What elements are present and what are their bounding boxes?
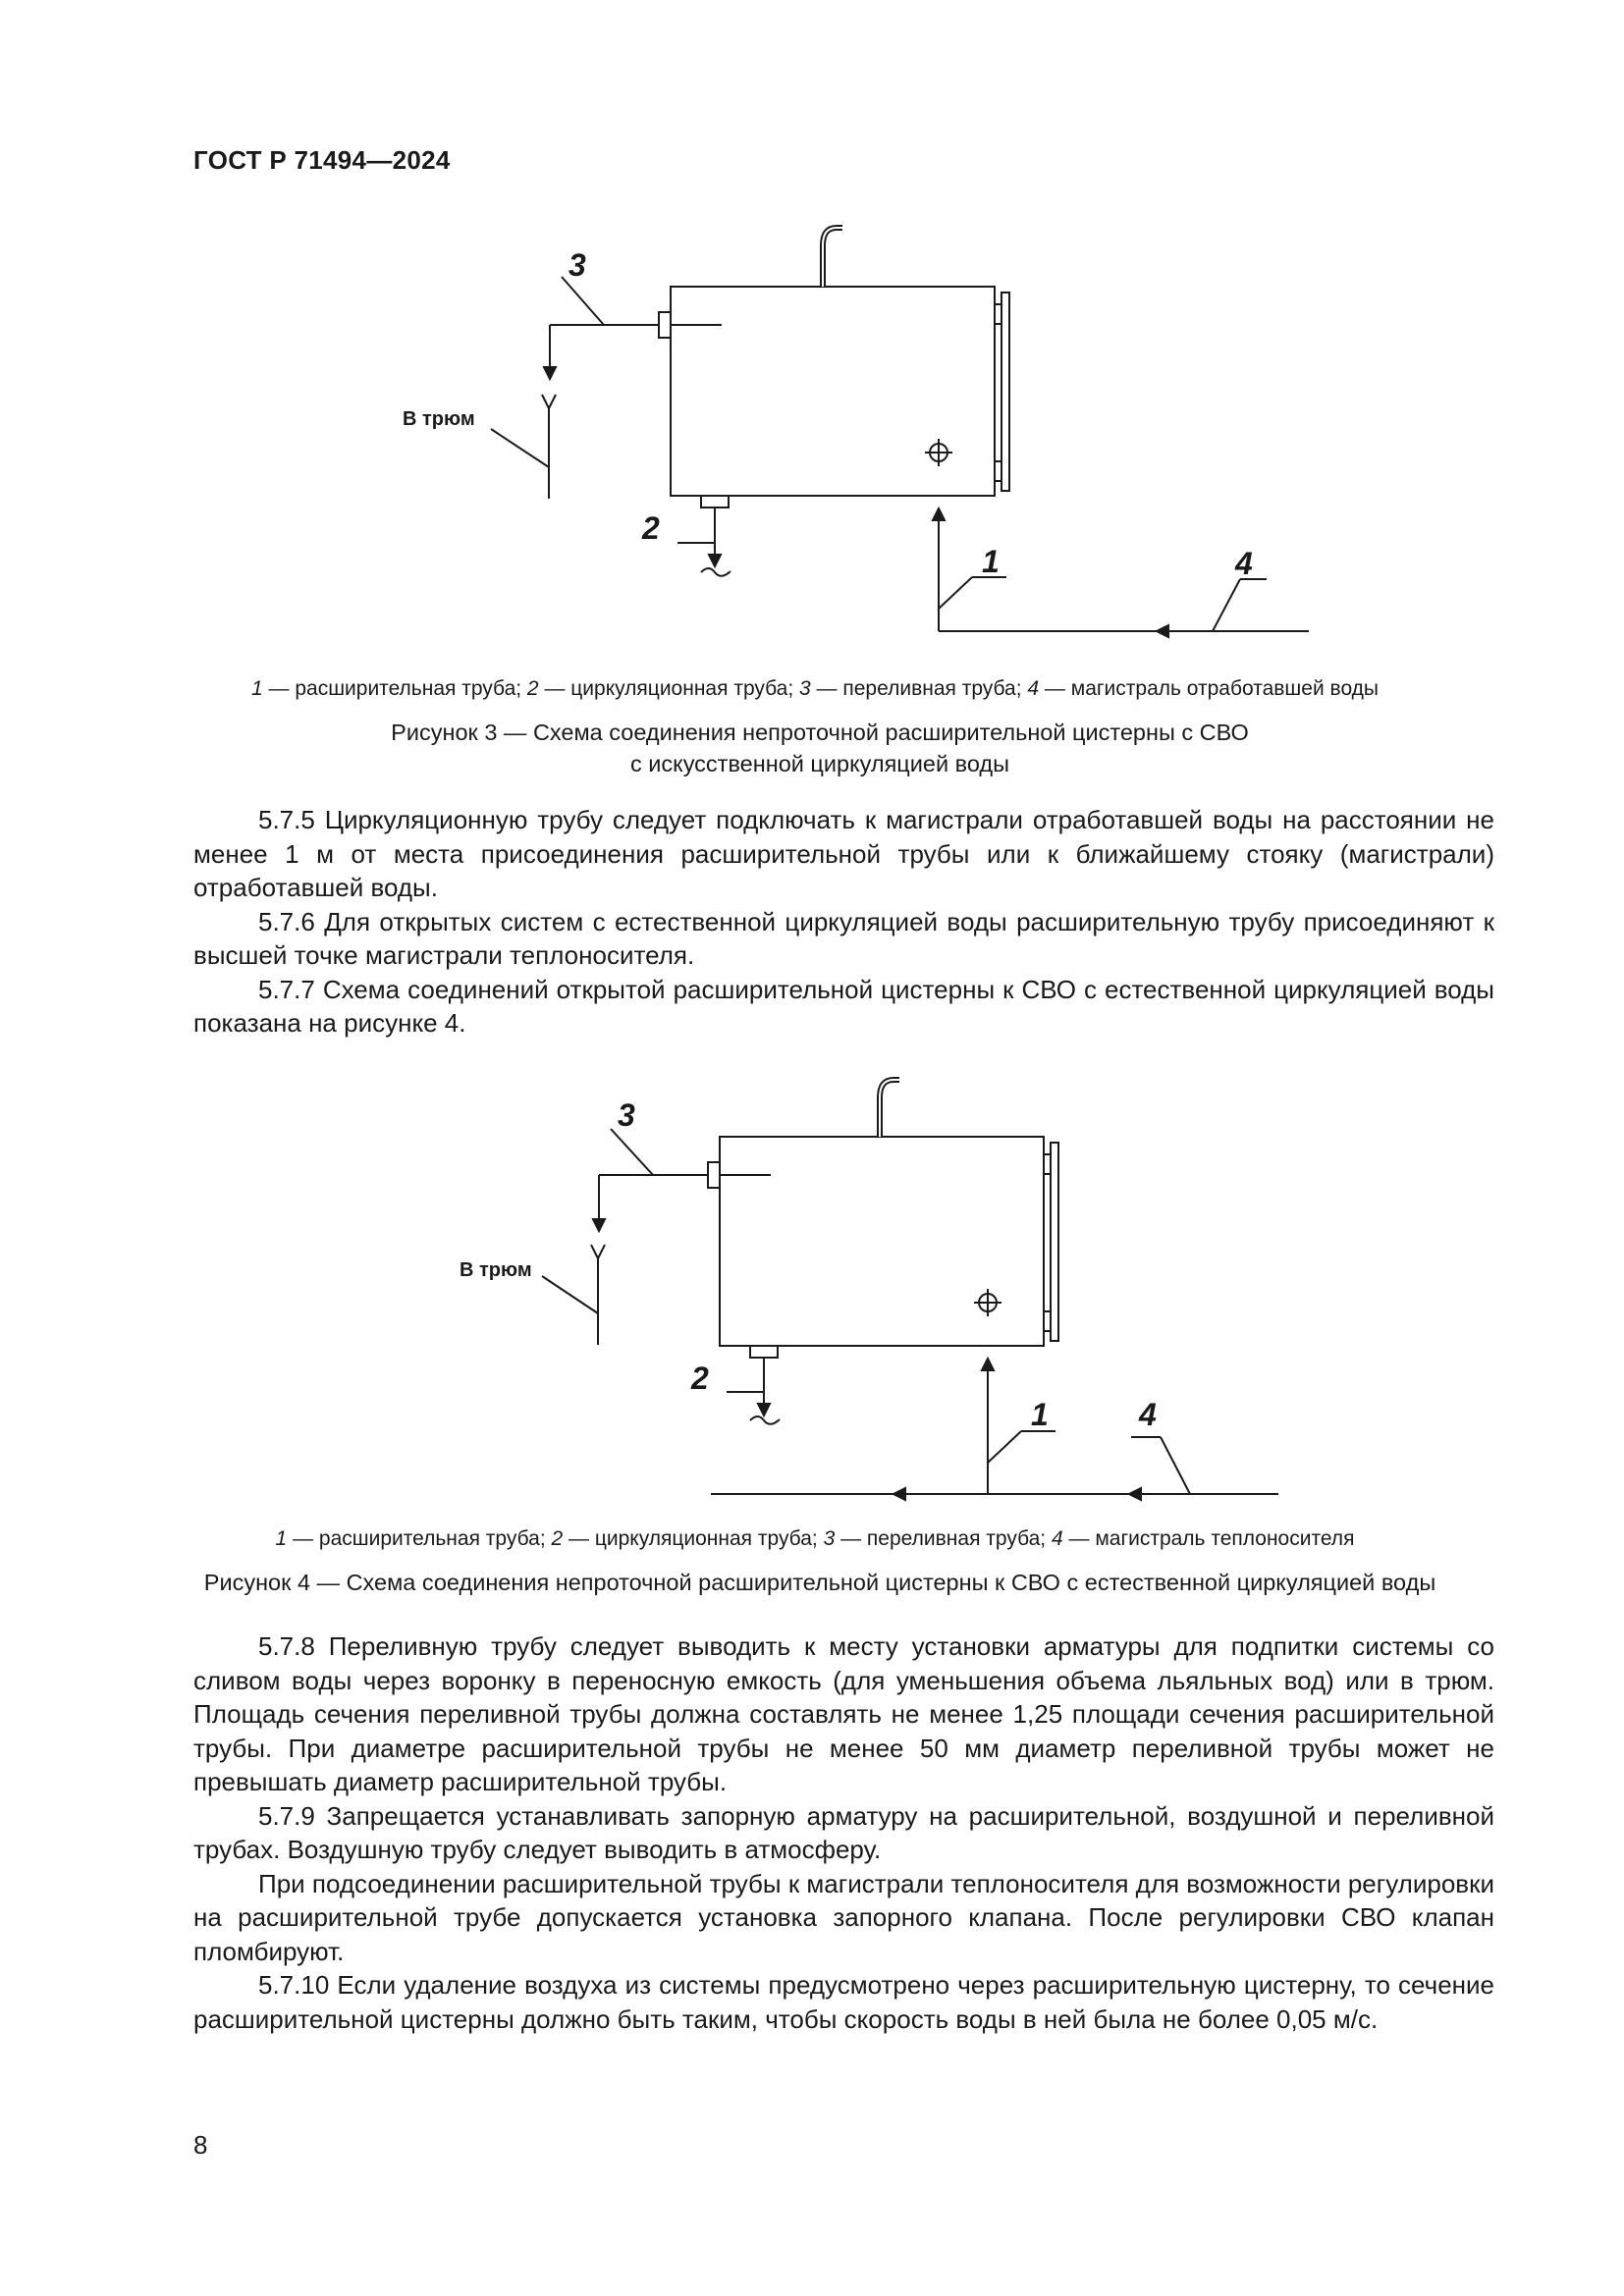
clause-5-7-8: 5.7.8 Переливную трубу следует выводить к месту установки арматуры для подпитки системы со сливом воды через воронку в переносную емкость (для уменьшения объема льяльных вод) или в трюм. Площадь сечения переливной трубы должна составлять не менее 1,25 площади сечения расширительной трубы. При диаметре расширительной трубы не менее 50 мм диаметр переливной трубы может не превышать диаметр расширительной трубы. bbox=[193, 1631, 1494, 1796]
funnel bbox=[591, 1245, 605, 1258]
overflow-nozzle bbox=[708, 1162, 720, 1188]
figure-4-caption-line-1: Рисунок 4 — Схема соединения непроточной расширительной цистерны к СВО с естественной циркуляцией воды bbox=[203, 1570, 1436, 1595]
clause-5-7-9: 5.7.9 Запрещается устанавливать запорную арматуру на расширительной, воздушной и переливной трубах. Воздушную трубу следует выводить в атмосферу. bbox=[193, 1800, 1494, 1864]
page-number: 8 bbox=[193, 2130, 208, 2160]
figure-4-bilge-label: В трюм bbox=[460, 1259, 532, 1281]
figure-4-legend: 1 — расширительная труба; 2 — циркуляционная труба; 3 — переливная труба; 4 — магистраль теплоносителя bbox=[275, 1527, 1355, 1550]
figure-4-label-1: 1 bbox=[1031, 1397, 1049, 1432]
figure-4-label-3: 3 bbox=[618, 1097, 635, 1133]
air-vent-pipe bbox=[880, 1080, 899, 1137]
clause-5-7-9-continued: При подсоединении расширительной трубы к магистрали теплоносителя для возможности регулировки на расширительной трубе допускается установка запорного клапана. После регулировки СВО клапан пломбируют. bbox=[193, 1868, 1494, 1966]
standard-header: ГОСТ Р 71494—2024 bbox=[193, 145, 451, 175]
figure-4-label-2: 2 bbox=[691, 1361, 709, 1396]
clause-5-7-6: 5.7.6 Для открытых систем с естественной циркуляцией воды расширительную трубу присоединяют к высшей точке магистрали теплоносителя. bbox=[193, 906, 1494, 970]
figure-3-legend: 1 — расширительная труба; 2 — циркуляционная труба; 3 — переливная труба; 4 — магистраль отработавшей воды bbox=[250, 677, 1380, 700]
figure-3-label-1: 1 bbox=[982, 544, 1000, 579]
clause-5-7-7: 5.7.7 Схема соединений открытой расширительной цистерны к СВО с естественной циркуляцией воды показана на рисунке 4. bbox=[193, 974, 1494, 1038]
circulation-nozzle bbox=[750, 1346, 778, 1358]
figure-3-caption-line-1: Рисунок 3 — Схема соединения непроточной расширительной цистерны с СВО bbox=[391, 720, 1249, 745]
figure-3-label-3: 3 bbox=[568, 247, 586, 283]
figure-4-label-4: 4 bbox=[1139, 1397, 1157, 1432]
clause-5-7-10: 5.7.10 Если удаление воздуха из системы предусмотрено через расширительную цистерну, то сечение расширительной цистерны должно быть таким, чтобы скорость воды в ней была не более 0,05 м/с. bbox=[193, 1970, 1494, 2034]
body-text-block-2 bbox=[193, 1629, 1494, 2036]
figure-3-label-4: 4 bbox=[1235, 546, 1253, 581]
figure-3-label-2: 2 bbox=[642, 510, 660, 546]
tank bbox=[720, 1137, 1044, 1346]
figure-3-caption-line-2: с искусственной циркуляцией воды bbox=[630, 751, 1009, 776]
clause-5-7-5: 5.7.5 Циркуляционную трубу следует подключать к магистрали отработавшей воды на расстоянии не менее 1 м от места присоединения расширительной трубы или к ближайшему стояку (магистрали) отработавшей воды. bbox=[193, 805, 1494, 902]
gauge-glass bbox=[1051, 1143, 1058, 1341]
figure-3-bilge-label: В трюм bbox=[403, 408, 475, 430]
figure-4-caption bbox=[147, 1567, 1492, 1598]
